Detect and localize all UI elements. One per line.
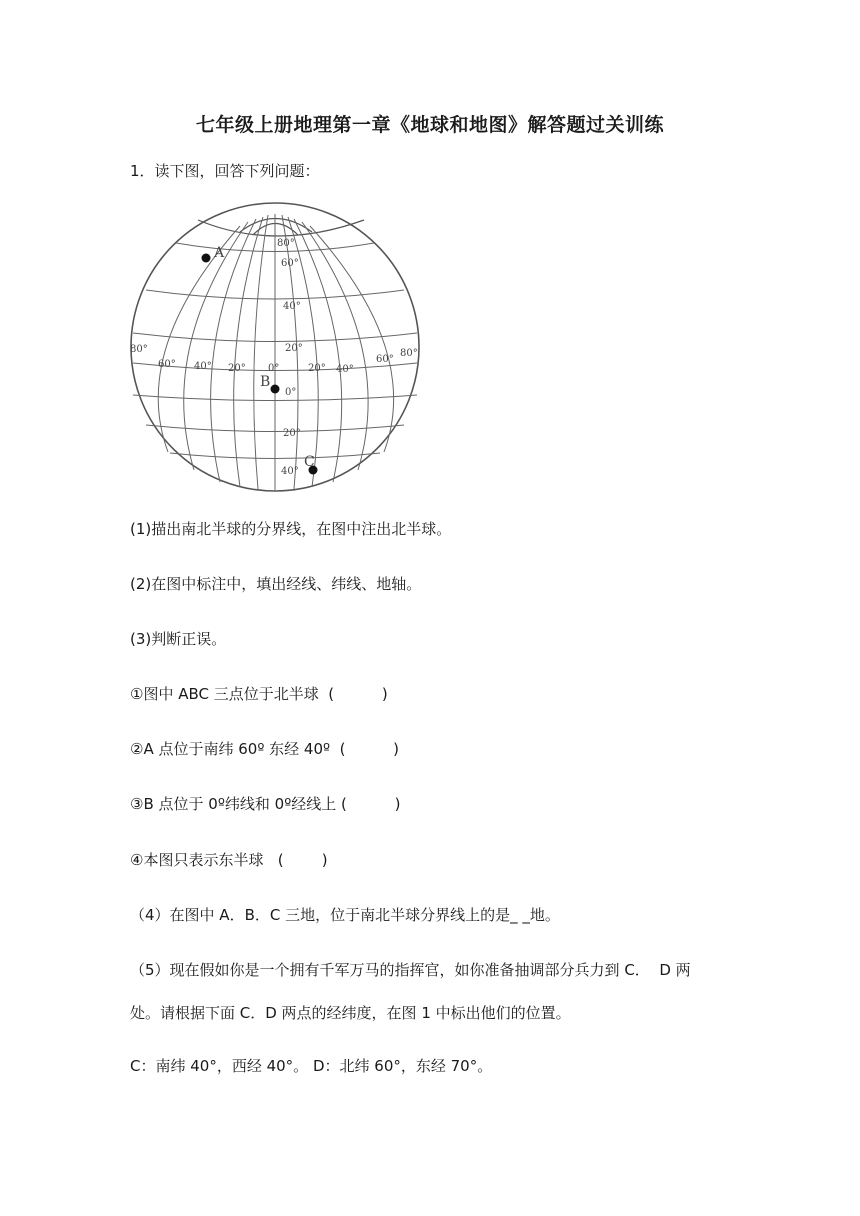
lat-label-20s: 20° bbox=[283, 428, 301, 439]
judgement-2: ②A 点位于南纬 60º 东经 40º ( ) bbox=[130, 740, 400, 758]
lat-label-0: 0° bbox=[285, 387, 297, 398]
lon-label-20w: 20° bbox=[228, 363, 246, 374]
lon-label-40e: 40° bbox=[336, 364, 354, 375]
question-intro: 1．读下图，回答下列问题： bbox=[130, 162, 320, 180]
lon-label-60e: 60° bbox=[376, 354, 394, 365]
lon-label-20e: 20° bbox=[308, 363, 326, 374]
latitude-labels bbox=[277, 238, 303, 477]
point-b-label: B bbox=[260, 374, 271, 390]
lat-label-40s: 40° bbox=[281, 466, 299, 477]
sub-question-1: (1)描出南北半球的分界线，在图中注出北半球。 bbox=[130, 520, 452, 538]
judgement-4: ④本图只表示东半球 ( ) bbox=[130, 851, 328, 869]
sub-question-4: （4）在图中 A．B．C 三地，位于南北半球分界线上的是_ _地。 bbox=[130, 906, 560, 924]
longitude-labels bbox=[130, 344, 418, 375]
point-a-marker bbox=[202, 254, 211, 263]
lon-label-40w: 40° bbox=[194, 361, 212, 372]
judgement-1: ①图中 ABC 三点位于北半球 ( ) bbox=[130, 685, 388, 703]
point-c-label: C bbox=[304, 454, 315, 470]
point-b-marker bbox=[271, 385, 280, 394]
polar-cap bbox=[198, 219, 364, 237]
lon-label-80e: 80° bbox=[400, 348, 418, 359]
longitude-lines bbox=[158, 214, 393, 490]
point-a-label: A bbox=[214, 245, 225, 261]
lon-label-0: 0° bbox=[268, 363, 280, 374]
globe-figure bbox=[128, 200, 428, 495]
lon-label-60w: 60° bbox=[158, 359, 176, 370]
lat-label-40: 40° bbox=[283, 301, 301, 312]
page-title: 七年级上册地理第一章《地球和地图》解答题过关训练 bbox=[195, 114, 664, 136]
sub-question-5-line1: （5）现在假如你是一个拥有千军万马的指挥官，如你准备抽调部分兵力到 C． D 两 bbox=[130, 961, 691, 979]
sub-question-3: (3)判断正误。 bbox=[130, 630, 227, 648]
lat-label-60: 60° bbox=[281, 258, 299, 269]
lon-label-80w: 80° bbox=[130, 344, 148, 355]
lat-label-80: 80° bbox=[277, 238, 295, 249]
sub-question-5-line2: 处。请根据下面 C．D 两点的经纬度，在图 1 中标出他们的位置。 bbox=[130, 1004, 571, 1022]
judgement-3: ③B 点位于 0º纬线和 0º经线上 ( ) bbox=[130, 795, 401, 813]
lat-label-20: 20° bbox=[285, 343, 303, 354]
coordinates-line: C：南纬 40°，西经 40°。 D：北纬 60°，东经 70°。 bbox=[130, 1057, 493, 1075]
sub-question-2: (2)在图中标注中，填出经线、纬线、地轴。 bbox=[130, 575, 422, 593]
